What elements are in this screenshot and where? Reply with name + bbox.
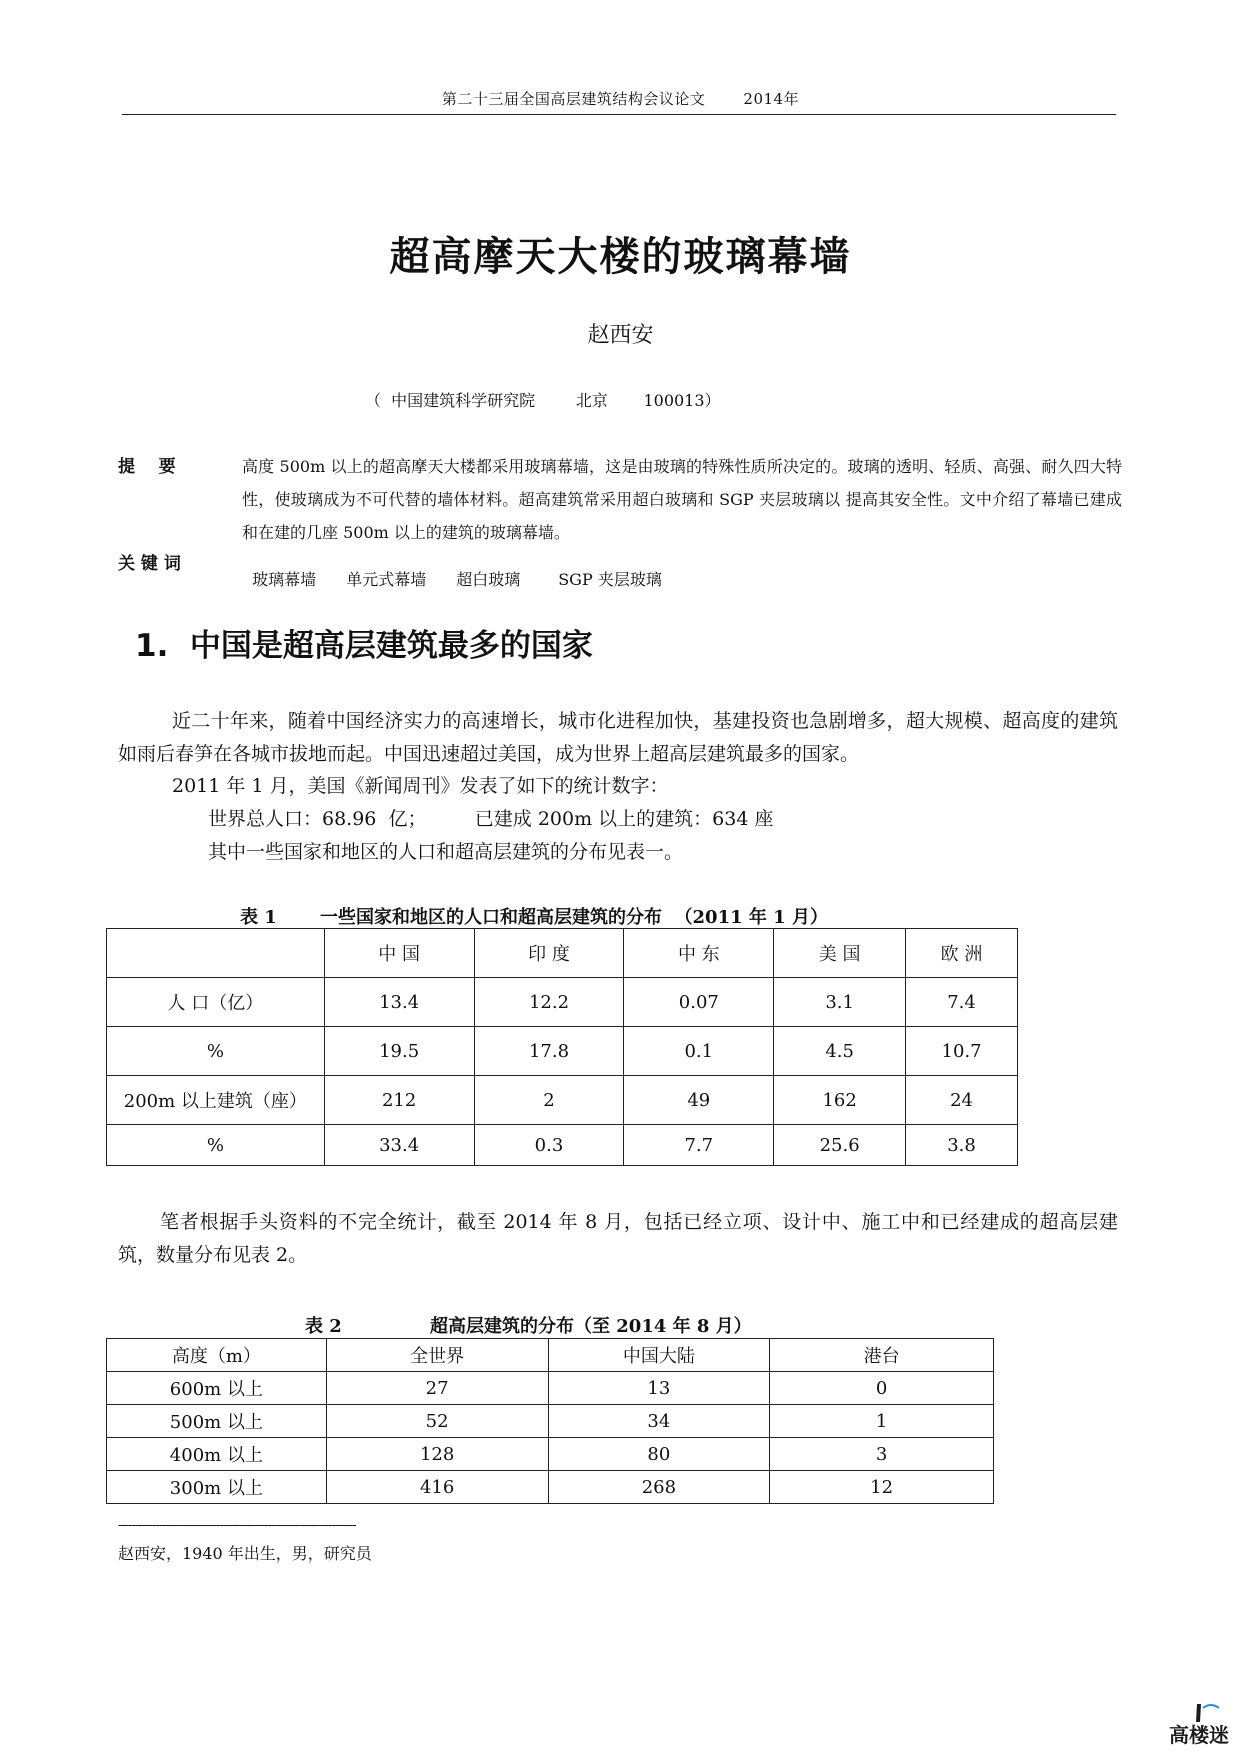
table-caption: 一些国家和地区的人口和超高层建筑的分布 （2011 年 1 月） <box>320 907 828 928</box>
table-cell: 0.07 <box>624 978 774 1027</box>
table-header-cell: 港台 <box>770 1339 994 1372</box>
table-row <box>107 1076 1018 1125</box>
distribution-table <box>106 1338 994 1504</box>
table-cell: 12 <box>770 1471 994 1504</box>
table-row <box>107 978 1018 1027</box>
table-row <box>107 1125 1018 1166</box>
gaoloumi-logo-icon <box>1167 1700 1229 1746</box>
table-cell: 0 <box>770 1372 994 1405</box>
table-header-cell: 中 国 <box>324 929 474 978</box>
svg-text:高楼迷: 高楼迷 <box>1169 1723 1229 1746</box>
paper-title: 超高摩天大楼的玻璃幕墙 <box>389 234 852 280</box>
body-paragraph: 近二十年来，随着中国经济实力的高速增长，城市化进程加快，基建投资也急剧增多，超大规模、超高度的建筑如雨后春笋在各城市拔地而起。中国迅速超过美国，成为世界上超高层建筑最多的国家。 <box>118 710 1118 765</box>
table-cell: 52 <box>326 1405 548 1438</box>
header-rule <box>122 114 1116 115</box>
body-line: 其中一些国家和地区的人口和超高层建筑的分布见表一。 <box>208 841 684 863</box>
keyword: 玻璃幕墙 <box>252 570 317 589</box>
table-cell: 17.8 <box>474 1027 624 1076</box>
author-footnote: 赵西安，1940 年出生，男，研究员 <box>118 1544 372 1563</box>
table-header-cell: 印 度 <box>474 929 624 978</box>
table-cell: 0.3 <box>474 1125 624 1166</box>
table-cell: 212 <box>324 1076 474 1125</box>
table-cell: % <box>107 1027 325 1076</box>
table-cell: 1 <box>770 1405 994 1438</box>
table-row <box>107 1372 994 1405</box>
population-table <box>106 928 1018 1166</box>
table-cell: 4.5 <box>774 1027 906 1076</box>
table-cell: 49 <box>624 1076 774 1125</box>
table-cell: % <box>107 1125 325 1166</box>
table-header-cell <box>107 929 325 978</box>
table-cell: 10.7 <box>906 1027 1018 1076</box>
table-cell: 128 <box>326 1438 548 1471</box>
table-header-cell: 欧 洲 <box>906 929 1018 978</box>
table-header-cell: 全世界 <box>326 1339 548 1372</box>
keyword: SGP 夹层玻璃 <box>558 570 662 589</box>
keywords-label: 关 键 词 <box>118 554 181 574</box>
table-cell: 13 <box>548 1372 770 1405</box>
table-cell: 13.4 <box>324 978 474 1027</box>
table-header-cell: 中 东 <box>624 929 774 978</box>
body-line: 2011 年 1 月，美国《新闻周刊》发表了如下的统计数字： <box>172 775 669 797</box>
table-row <box>107 1405 994 1438</box>
table-cell: 416 <box>326 1471 548 1504</box>
affiliation: （ 中国建筑科学研究院 北京 100013） <box>365 391 721 410</box>
body-paragraph: 笔者根据手头资料的不完全统计，截至 2014 年 8 月，包括已经立项、设计中、施工中和已经建成的超高层建筑，数量分布见表 2。 <box>118 1211 1118 1266</box>
keyword: 单元式幕墙 <box>346 570 427 589</box>
body-line: 世界总人口：68.96 亿； 已建成 200m 以上的建筑：634 座 <box>208 808 774 830</box>
table-row <box>107 1438 994 1471</box>
table-cell: 12.2 <box>474 978 624 1027</box>
table-cell: 7.7 <box>624 1125 774 1166</box>
table-row <box>107 1471 994 1504</box>
abstract-label: 提 要 <box>118 457 176 477</box>
table-cell: 19.5 <box>324 1027 474 1076</box>
table-row <box>107 1027 1018 1076</box>
table-cell: 人 口（亿） <box>107 978 325 1027</box>
section-heading: 1. 中国是超高层建筑最多的国家 <box>135 628 593 664</box>
table-cell: 34 <box>548 1405 770 1438</box>
running-header <box>0 88 1241 109</box>
keywords-list <box>242 548 662 590</box>
table-cell: 80 <box>548 1438 770 1471</box>
footnote-rule: ---------------------------------------------------------------------- <box>118 1518 356 1533</box>
abstract-text: 高度 500m 以上的超高摩天大楼都采用玻璃幕墙，这是由玻璃的特殊性质所决定的。玻璃的透明、轻质、高强、耐久四大特性，使玻璃成为不可代替的墙体材料。超高建筑常采用超白玻璃和 SGP 夹层玻璃以 提高其安全性。文中介绍了幕墙已建成和在建的几座 500m 以上的建筑的玻璃幕墙。 <box>242 457 1122 542</box>
table-cell: 3.1 <box>774 978 906 1027</box>
table-cell: 300m 以上 <box>107 1471 327 1504</box>
table-cell: 2 <box>474 1076 624 1125</box>
table-cell: 200m 以上建筑（座） <box>107 1076 325 1125</box>
table-caption-number: 表 2 <box>305 1316 342 1337</box>
header-year: 2014年 <box>743 90 800 108</box>
table-header-row <box>107 1339 994 1372</box>
table-cell: 7.4 <box>906 978 1018 1027</box>
table-caption-number: 表 1 <box>240 907 277 928</box>
table-header-cell: 中国大陆 <box>548 1339 770 1372</box>
conference-name: 第二十三届全国高层建筑结构会议论文 <box>441 90 706 108</box>
table-cell: 3.8 <box>906 1125 1018 1166</box>
table-header-cell: 美 国 <box>774 929 906 978</box>
table-header-row <box>107 929 1018 978</box>
table-cell: 162 <box>774 1076 906 1125</box>
table-cell: 0.1 <box>624 1027 774 1076</box>
table-cell: 400m 以上 <box>107 1438 327 1471</box>
table-cell: 3 <box>770 1438 994 1471</box>
table-cell: 33.4 <box>324 1125 474 1166</box>
table-cell: 268 <box>548 1471 770 1504</box>
table-cell: 600m 以上 <box>107 1372 327 1405</box>
table-cell: 24 <box>906 1076 1018 1125</box>
table-caption: 超高层建筑的分布（至 2014 年 8 月） <box>430 1316 752 1337</box>
table-cell: 27 <box>326 1372 548 1405</box>
author-name: 赵西安 <box>587 323 654 348</box>
keyword: 超白玻璃 <box>456 570 521 589</box>
table-cell: 25.6 <box>774 1125 906 1166</box>
table-header-cell: 高度（m） <box>107 1339 327 1372</box>
table-cell: 500m 以上 <box>107 1405 327 1438</box>
